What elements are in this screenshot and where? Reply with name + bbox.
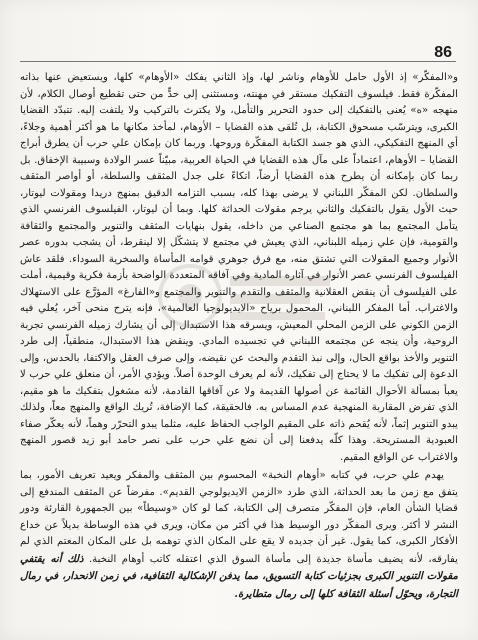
paragraph-1: و«المفكّر» إذ الأول حامل للأوهام وناشر لها، وإذ الثاني يفكك «الأوهام» كلها، ويستعيض عنها بذاته المفكّرة فقط. فيلسوف التفكيك مستقر في مهنته، ومستثنى إلى حدٍّ من حتى تقطيع أوصال الكلام، لأن منهجه «ه» يُعنى بالتفكيك إلى حدود التحرير والتأمل، ولا يكترث بالتركيب ولا يلتفت إليه. تتبدّد القضايا الكبرى، ويترسّب مسحوق الكتابة، بل تُلقى هذه القضايا – الأوهام، لمأخذ مكانها ما هو أكثر أهمية وجلاءً، أي المنهج التفكيكي، الذي هو جسد الكتابة المفكّرة وروحها. وربما كان بإمكان علي حرب أن يطرق أبراج القضايا – الأوهام، اعتماداً على مآل هذه القضايا في الحياة العربية، مبيّناً عسر الولادة وسبيبة الإخفاق. بل ربما كان بإمكانه أن يطرح هذه القضايا أرضاً، اتكاءً على جدل المثقف والسلطة، أو أواصر المثقف والسلطان. لكن المفكّر اللبناني لا يرضى بهذا كله، بسبب التزامه الدقيق بمنهج دريدا ومقولات ليوتار، حيث الأول يقول بالتفكيك والثاني يرجم مقولات الحداثة كلها. وبما أن ليوتار، الفيلسوف الفرنسي الذي يتأمل المجتمع بما هو مجتمع الصناعي من داخله، يقول بنهايات المثقف والتنوير والمجتمع والثقافة والقومية، فإن علي زميله اللبناني، الذي يعيش في مجتمع لا يتشكّل إلا لينقرط، أن يشجب بدوره عصر الأنوار وجميع المقولات التي تشتق منه، مع فرق جوهري قوامه المأساة والسخرية السوداء. فلقد عاش الفيلسوف الفرنسي عصر الأنوار في آثاره المادية وفي آفاقه المتعددة الواضحة بأزمة فكرية وقيمية، أملت على الفيلسوف أن ينقض العقلانية والمثقف والتقدم والتنوير والمجتمع و«الفارغ» المؤرَّع على الاستهلاك والاغتراب. أما المفكر اللبناني، المحمول برياح «الايديولوجيا العالمية»، فإنه يترح منحى آخر، يُعلي فيه الزمن الكوني على الزمن المحلي المعيش، ويسرقه هذا الاستبدال إلى أن يشارك زميله الفرنسي تجربة الروحية، وأن ينجه عن مجتمعه اللبناني في تجسيده المادي. وينقض هذا الاستبدال، منطقياً، إلى طرد التنوير والأخذ بواقع الحال، وإلى نبذ التقدم والبحث عن نقيضه، وإلى صرف العقل والاكتفا، بالحدس، وإلى الدعوة إلى تفكيك ما لا يحتاج إلى تفكيك، لأنه لم يعرف الوحدة أصلاً. ويؤدي الأمر، أن منعلق علي حرب لا يعبأ بمسألة الأحوال القائمة عن أصولها القديمة ولا عن آفاقها القادمة، لأنه مشغول بتفكيك ما هو مقيم، الذي تفرض المقاربة المنهجية عدم المساس به. فالحقيقة، كما الإضافة، تُريك الواقع والمنهج معاً، ولذلك يبدو التنوير إثماً، لأنه يُقحم ذاته على المقيم الواجب الحفاظ عليه، مثلما يبدو التحرّر وهماً، لأنه يعكّر صفاء العبودية المستريحة. وهذا كلّه يدفعنا إلى أن نضع علي حرب على نصر حامد أبو زيد قصور المنهج والاغتراب عن الواقع المقيم.: [20, 72, 458, 463]
paragraph-2: [20, 468, 458, 603]
page-number: 86: [434, 44, 452, 61]
header-rule: [20, 61, 456, 62]
body-text: [20, 70, 458, 630]
paragraph-2-text: يهدم علي حرب، في كتابه «أوهام النخبة» المحسوم بين المثقف والمفكر ويعيد تعريف الأمور، بما يتفق مع زمن ما بعد الحداثة، الذي طرد «الزمن الايديولوجي القديم». مفرضاً عن المثقف المندفع إلى قضايا الشأن العام، فإن المفكّر متصرف إلى الكتابة، كما لو كان «وسيطاً» بين الجمهورة القارئة ودور النشر لا أكثر. ويرى المفكّر دور الوسيط هذا في أكثر من مكان، ويرى في هذه الوساطة بديلاً عن خداع الأفكار الكبرى، كما يقول. غير أن جديده لا يقع على المكان الذي توهمه بل على المكان المعتم الذي لم يفارقه، لأنه يضيف مأساة جديدة إلى مأساة السوق الذي اعتقله كاتب أوهام النخبة.: [20, 470, 458, 565]
page-header: [20, 34, 456, 64]
closing-quote: ذلك أنه يقتفي مقولات التنوير الكبرى بجزئيات كتابة التسويق، مما يدفن الإشكالية الثقافية، في زمن الانحدار، في رمال التجارة، ويحوّل أسئلة الثقافة كلها إلى رمال متطايرة.: [20, 552, 458, 600]
